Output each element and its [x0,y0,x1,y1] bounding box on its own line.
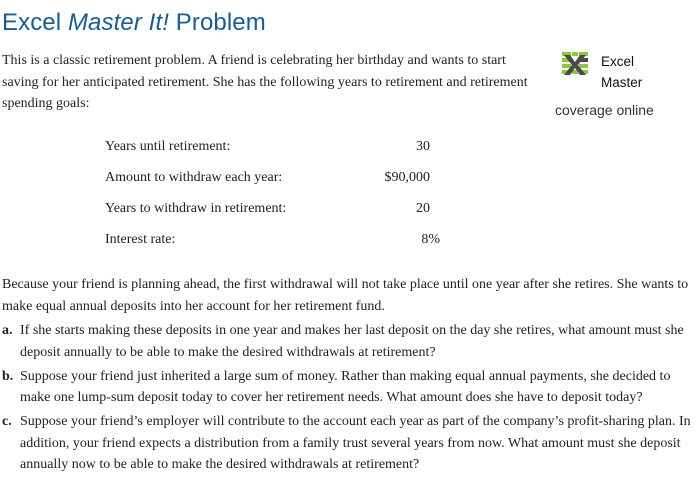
given-row [105,138,450,169]
question-text: If she starts making these deposits in one year and makes her last deposit on the day she retires, what amount must she deposit annually to be able to make the desired withdrawals at retirement? [20,323,684,360]
question-item [2,411,692,476]
badge-name [601,51,642,93]
question-item [2,366,692,409]
question-text: Suppose your friend just inherited a large sum of money. Rather than making equal annual payments, she decided to make one lump-sum deposit today to cover her retirement needs. What amount does she have to deposit today? [20,368,671,405]
excel-icon [562,51,588,77]
given-label: Years until retirement: [105,139,231,154]
question-item [2,320,692,363]
given-value: $90,000 [384,170,430,185]
given-row [105,200,450,231]
excel-master-badge [555,46,665,122]
given-row [105,169,450,200]
question-letter: b. [2,368,14,384]
title-prefix: Excel [2,9,68,36]
given-label: Years to withdraw in retirement: [105,201,287,216]
coverage-text: coverage online [555,102,654,118]
given-value: 8% [421,232,440,247]
question-letter: a. [2,323,13,338]
context-paragraph: Because your friend is planning ahead, the first withdrawal will not take place until one year after she retires. She wants to make equal annual deposits into her account for her retirement fund. [2,277,689,314]
intro-paragraph: This is a classic retirement problem. A friend is celebrating her birthday and wants to start saving for her anticipated retirement. She has the following years to retirement and retirement spending goals: [2,53,528,111]
question-letter: c. [2,414,12,429]
badge-line-1: Excel [601,54,635,69]
question-text: Suppose your friend’s employer will contribute to the account each year as part of the company’s profit-sharing plan. In addition, your friend expects a distribution from a family trust several years from now. What amount must she deposit annually now to be able to make the desired withdrawals at retirement? [20,414,691,472]
given-value: 20 [416,201,430,216]
question-list [2,320,692,478]
title-suffix: Problem [169,9,266,36]
given-label: Amount to withdraw each year: [105,170,283,185]
title-italic: Master It! [67,9,169,36]
given-row [105,231,450,262]
given-label: Interest rate: [105,232,176,247]
given-values-table [105,138,450,262]
given-value: 30 [416,139,430,154]
page-title [2,9,266,37]
badge-line-2: Master [601,75,643,90]
